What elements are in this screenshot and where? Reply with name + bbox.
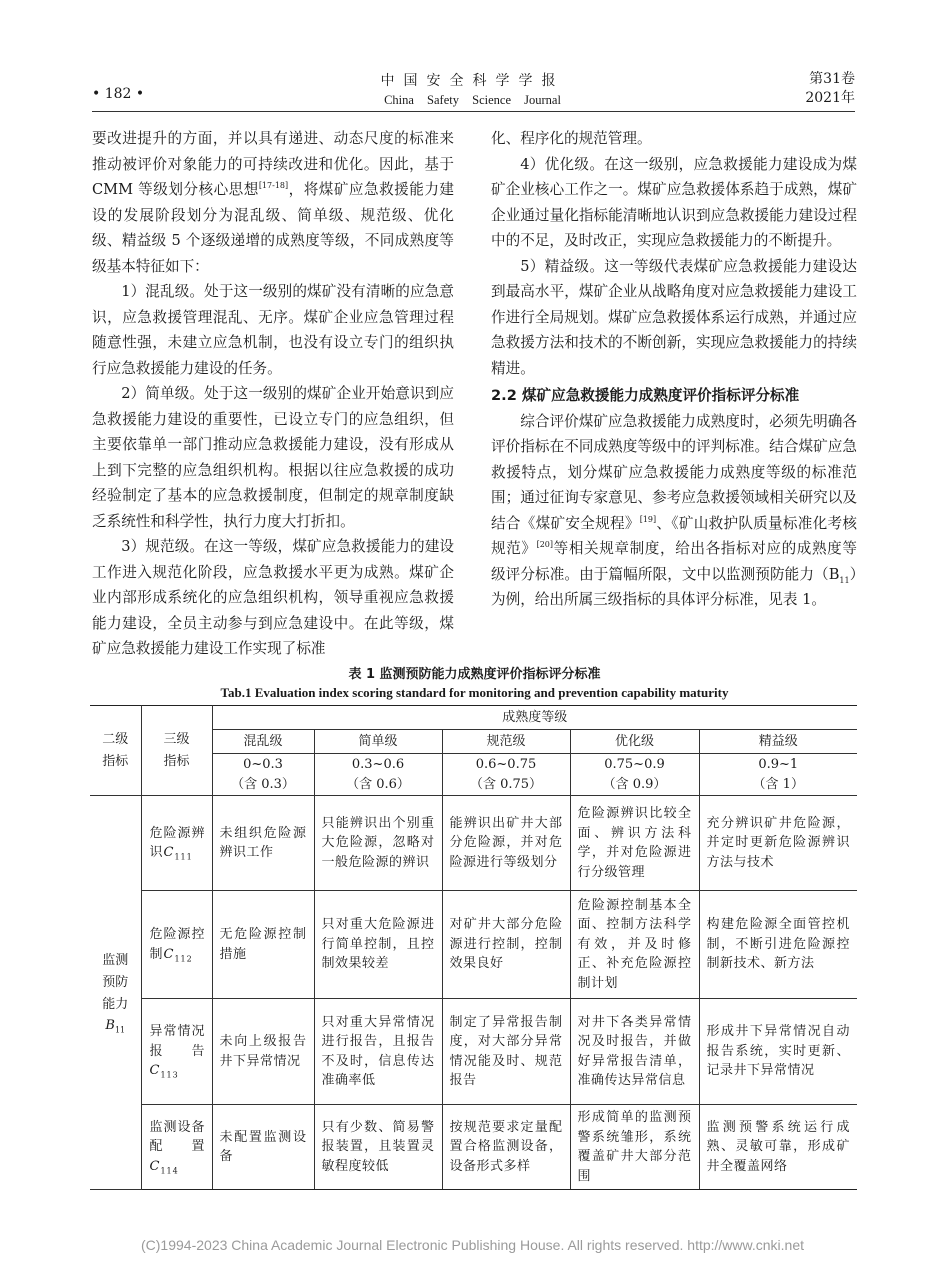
scoring-table — [90, 705, 857, 1190]
table-row — [90, 999, 857, 1105]
criteria-cell: 未向上级报告井下异常情况 — [212, 999, 314, 1105]
criteria-cell: 只对重大异常情况进行报告，且报告不及时，信息传达准确率低 — [314, 999, 442, 1105]
criteria-cell: 只有少数、简易警报装置，且装置灵敏程度较低 — [314, 1105, 442, 1190]
subscript: 11 — [839, 575, 850, 585]
paragraph-text: 综合评价煤矿应急救援能力成熟度时，必须先明确各评价指标在不同成熟度等级中的评判标准。结合煤矿应急救援特点，划分煤矿应急救援能力成熟度等级的标准范围；通过征询专家意见、参考应急救援领域相关研究以及结合《煤矿安全规程》 — [491, 412, 857, 532]
volume: 第31卷 — [809, 71, 855, 87]
paragraph: 1）混乱级。处于这一级别的煤矿没有清晰的应急意识，应急救援管理混乱、无序。煤矿企业应急管理过程随意性强，未建立应急机制，也没有设立专门的组织执行应急救援能力建设的任务。 — [92, 283, 454, 377]
paragraph-text: ）为例，给出所属三级指标的具体评分标准，见表 1。 — [491, 565, 857, 608]
table-caption-cn: 表 1 监测预防能力成熟度评价指标评分标准 — [348, 667, 601, 682]
level-name: 简单级 — [314, 730, 442, 754]
criteria-cell: 未组织危险源辨识工作 — [212, 796, 314, 891]
level-range: 0.9~1 （含 1） — [699, 754, 857, 796]
level-name: 规范级 — [442, 730, 570, 754]
header-maturity-level: 成熟度等级 — [212, 706, 857, 730]
level-name: 混乱级 — [212, 730, 314, 754]
paragraph-text: ，将煤矿应急救援能力建设的发展阶段划分为混乱级、简单级、规范级、优化级、精益级 5 个逐级递增的成熟度等级，不同成熟度等级基本特征如下： — [92, 181, 454, 275]
paragraph: 4）优化级。在这一级别，应急救援能力建设成为煤矿企业核心工作之一。煤矿应急救援体系趋于成熟，煤矿企业通过量化指标能清晰地认识到应急救援能力建设过程中的不足，及时改正，实现应急救援能力的不断提升。 — [491, 155, 857, 249]
paragraph-text: 要改进提升的方面，并以具有递进、动态尺度的标准来推动被评价对象能力的可持续改进和优化。因此，基于 CMM 等级划分核心思想 — [92, 130, 454, 198]
table-row — [90, 1105, 857, 1190]
criteria-cell: 充分辨识矿井危险源，并定时更新危险源辨识方法与技术 — [699, 796, 857, 891]
table-row — [90, 796, 857, 891]
level-range: 0.3~0.6 （含 0.6） — [314, 754, 442, 796]
criteria-cell: 无危险源控制措施 — [212, 891, 314, 999]
tertiary-indicator-cell: 危险源辨识$C_{111}$ — [141, 796, 212, 891]
paragraph: 3）规范级。在这一等级，煤矿应急救援能力的建设工作进入规范化阶段，应急救援水平更为成熟。煤矿企业内部形成系统化的应急组织机构，领导重视应急救援能力建设，全员主动参与到应急建设中。在此等级，煤矿应急救援能力建设工作实现了标准 — [92, 538, 454, 657]
header-divider — [92, 111, 855, 112]
volume-info — [805, 70, 855, 108]
criteria-cell: 危险源辨识比较全面、辨识方法科学，并对危险源进行分级管理 — [570, 796, 699, 891]
section-heading: 2.2 煤矿应急救援能力成熟度评价指标评分标准 — [491, 387, 800, 404]
paragraph — [491, 409, 857, 613]
paragraph: 化、程序化的规范管理。 — [491, 130, 652, 147]
left-column — [92, 126, 454, 662]
paragraph: 5）精益级。这一等级代表煤矿应急救援能力建设达到最高水平，煤矿企业从战略角度对应急救援能力建设工作进行全局规划。煤矿应急救援体系运行成熟，并通过应急救援方法和技术的不断创新，实现应急救援能力的持续精进。 — [491, 257, 857, 377]
level-range: 0.75~0.9 （含 0.9） — [570, 754, 699, 796]
criteria-cell: 构建危险源全面管控机制，不断引进危险源控制新技术、新方法 — [699, 891, 857, 999]
secondary-indicator-cell: 监测预防能力 $B_{11}$ — [90, 796, 141, 1190]
level-range: 0~0.3 （含 0.3） — [212, 754, 314, 796]
criteria-cell: 按规范要求定量配置合格监测设备，设备形式多样 — [442, 1105, 570, 1190]
level-name: 精益级 — [699, 730, 857, 754]
criteria-cell: 只能辨识出个别重大危险源，忽略对一般危险源的辨识 — [314, 796, 442, 891]
paragraph — [92, 126, 454, 279]
journal-title-en: China Safety Science Journal — [384, 93, 561, 107]
table-row — [90, 891, 857, 999]
tertiary-indicator-cell: 监测设备配置$C_{114}$ — [141, 1105, 212, 1190]
copyright-footer: (C)1994-2023 China Academic Journal Electronic Publishing House. All rights reserved. http://www.cnki.net — [141, 1237, 804, 1253]
criteria-cell: 对井下各类异常情况及时报告，并做好异常报告清单，准确传达异常信息 — [570, 999, 699, 1105]
table-caption-en: Tab.1 Evaluation index scoring standard for monitoring and prevention capability maturity — [220, 685, 729, 700]
criteria-cell: 对矿井大部分危险源进行控制，控制效果良好 — [442, 891, 570, 999]
criteria-cell: 形成简单的监测预警系统雏形，系统覆盖矿井大部分范围 — [570, 1105, 699, 1190]
citation[interactable]: [17-18] — [258, 181, 289, 191]
criteria-cell: 形成井下异常情况自动报告系统，实时更新、记录井下异常情况 — [699, 999, 857, 1105]
header-secondary-indicator: 二级指标 — [90, 706, 141, 796]
citation[interactable]: [19] — [639, 514, 657, 524]
criteria-cell: 未配置监测设备 — [212, 1105, 314, 1190]
criteria-cell: 危险源控制基本全面、控制方法科学有效，并及时修正、补充危险源控制计划 — [570, 891, 699, 999]
paragraph: 2）简单级。处于这一级别的煤矿企业开始意识到应急救援能力建设的重要性，已设立专门的应急组织，但主要依靠单一部门推动应急救援能力建设，没有形成从上到下完整的应急组织机构。根据以往应急救援的成功经验制定了基本的应急救援制度，但制定的规章制度缺乏系统性和科学性，执行力度大打折扣。 — [92, 385, 454, 530]
criteria-cell: 监测预警系统运行成熟、灵敏可靠，形成矿井全覆盖网络 — [699, 1105, 857, 1190]
level-name: 优化级 — [570, 730, 699, 754]
criteria-cell: 只对重大危险源进行简单控制，且控制效果较差 — [314, 891, 442, 999]
journal-title-cn: 中国安全科学学报 — [380, 73, 565, 89]
tertiary-indicator-cell: 危险源控制$C_{112}$ — [141, 891, 212, 999]
year: 2021年 — [805, 90, 855, 106]
tertiary-indicator-cell: 异常情况报告$C_{113}$ — [141, 999, 212, 1105]
criteria-cell: 制定了异常报告制度，对大部分异常情况能及时、规范报告 — [442, 999, 570, 1105]
level-range: 0.6~0.75 （含 0.75） — [442, 754, 570, 796]
header-tertiary-indicator: 三级指标 — [141, 706, 212, 796]
citation[interactable]: [20] — [536, 540, 554, 550]
paragraph-text: 等相关规章制度，给出各指标对应的成熟度等级评分标准。由于篇幅所限，文中以监测预防能力（B — [491, 540, 857, 583]
criteria-cell: 能辨识出矿井大部分危险源，并对危险源进行等级划分 — [442, 796, 570, 891]
paragraph-text: 、《矿山救护队质量标准化考核规范》 — [491, 514, 857, 557]
right-column — [491, 126, 857, 613]
journal-title — [300, 70, 645, 108]
page-number: • 182 • — [92, 86, 145, 102]
